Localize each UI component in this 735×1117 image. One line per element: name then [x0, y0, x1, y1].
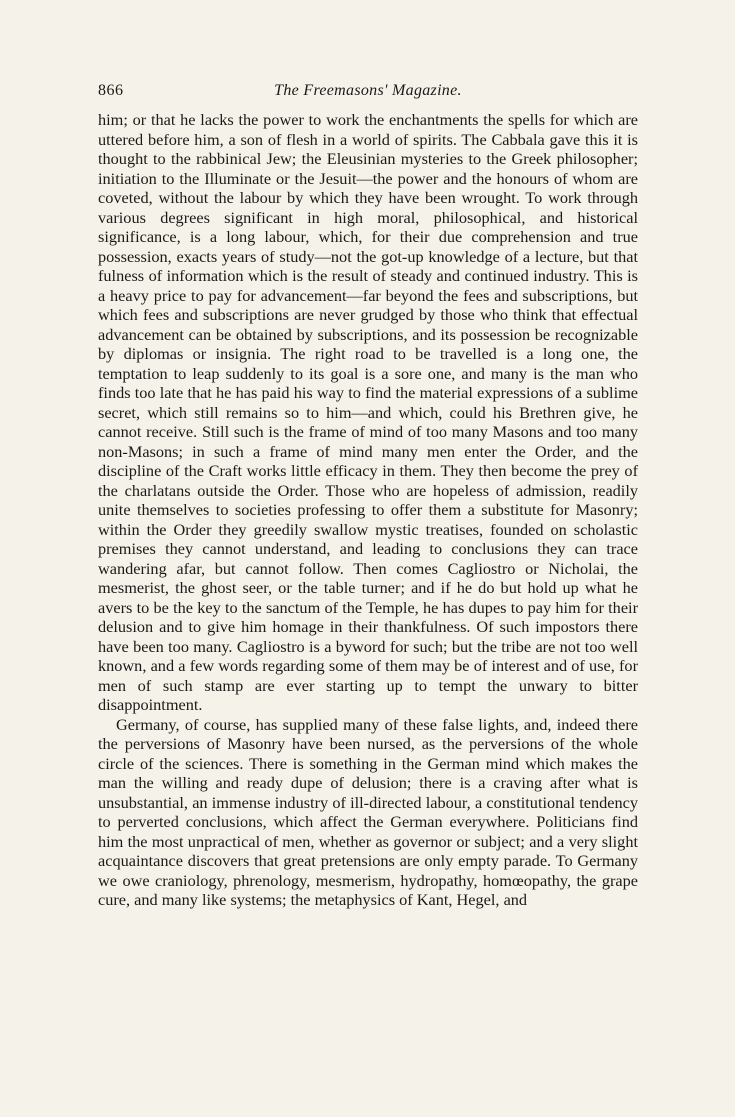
- article-body: [98, 110, 638, 910]
- paragraph-2: Germany, of course, has supplied many of these false lights, and, indeed there the perversions of Masonry have been nursed, as the perversions of the whole circle of the sciences. There is something in the German mind which makes the man the willing and ready dupe of delusion; there is a craving after what is unsubstantial, an immense industry of ill-directed labour, a constitutional tendency to perverted conclusions, which affect the German everywhere. Politicians find him the most unpractical of men, whether as governor or subject; and a very slight acquaintance discovers that great pretensions are only empty parade. To Germany we owe craniology, phrenology, mesmerism, hydropathy, homœopathy, the grape cure, and many like systems; the metaphysics of Kant, Hegel, and: [98, 714, 638, 909]
- running-header: [98, 82, 638, 104]
- journal-title: The Freemasons' Magazine.: [274, 82, 462, 99]
- paragraph-1: him; or that he lacks the power to work the enchantments the spells for which are uttered before him, a son of flesh in a world of spirits. The Cabbala gave this it is thought to the rabbinical Jew; the Eleusinian mysteries to the Greek philosopher; initiation to the Illuminate or the Jesuit—the power and the honours of whom are coveted, without the labour by which they have been wrought. To work through various degrees significant in high moral, philosophical, and historical significance, is a long labour, which, for their due comprehension and true possession, exacts years of study—not the got-up knowledge of a lecture, but that fulness of information which is the result of steady and continued industry. This is a heavy price to pay for advancement—far beyond the fees and subscriptions, but which fees and subscriptions are never grudged by those who think that effectual advancement can be obtained by subscriptions, and its possession be recognizable by diplomas or insignia. The right road to be travelled is a long one, the temptation to leap suddenly to its goal is a sore one, and many is the man who finds too late that he has paid his way to find the material expressions of a sublime secret, which still remains so to him—and which, could his Brethren give, he cannot receive. Still such is the frame of mind of too many Masons and too many non-Masons; in such a frame of mind many men enter the Order, and the discipline of the Craft works little efficacy in them. They then become the prey of the charlatans outside the Order. Those who are hopeless of admission, readily unite themselves to societies professing to offer them a substitute for Masonry; within the Order they greedily swallow mystic treatises, founded on scholastic premises they cannot understand, and leading to conclusions they can trace wandering afar, but cannot follow. Then comes Cagliostro or Nicholai, the mesmerist, the ghost seer, or the table turner; and if he do but hold up what he avers to be the key to the sanctum of the Temple, he has dupes to pay him for their delusion and to give him homage in their thankfulness. Of such impostors there have been too many. Cagliostro is a byword for such; but the tribe are not too well known, and a few words regarding some of them may be of interest and of use, for men of such stamp are ever starting up to tempt the unwary to bitter disappointment.: [98, 110, 638, 714]
- magazine-page: [98, 82, 638, 910]
- page-number: 866: [98, 82, 124, 99]
